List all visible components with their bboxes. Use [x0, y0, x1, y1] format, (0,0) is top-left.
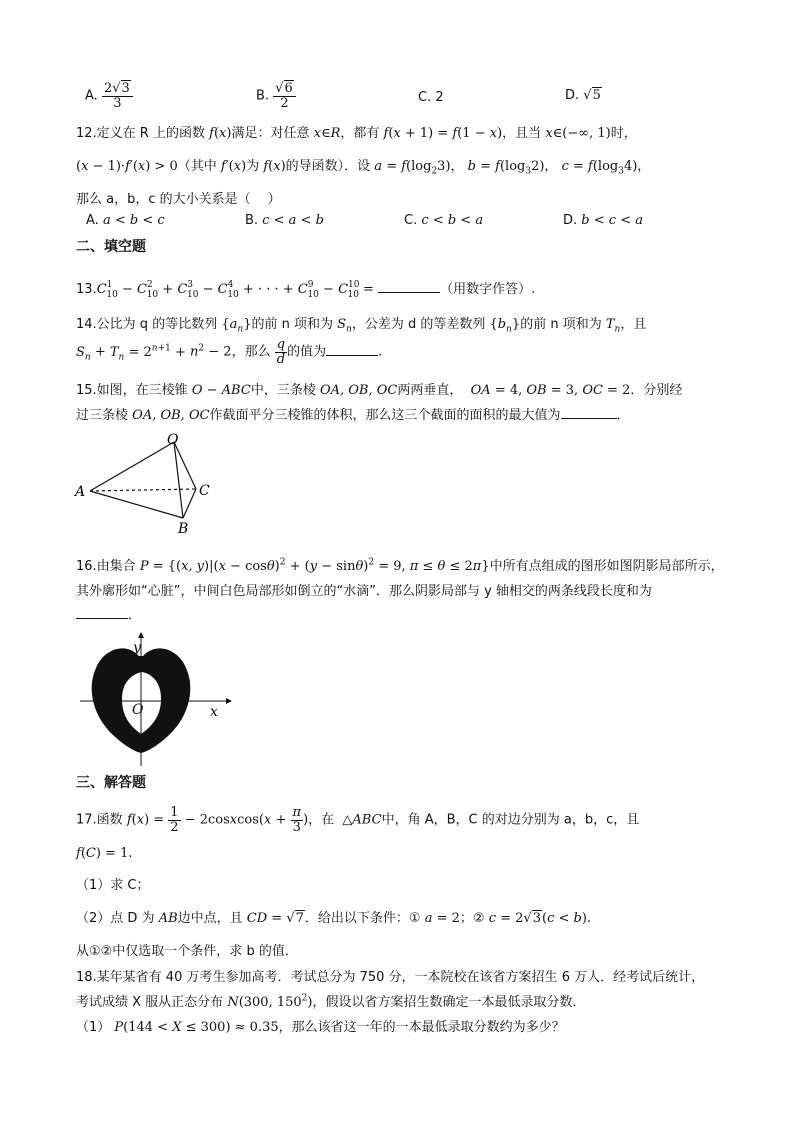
label-o: O — [167, 432, 179, 448]
q16-line2: 其外廓形如“心脏”，中间白色局部形如倒立的“水滴”．那么阴影局部与 y 轴相交的两条线段长度和为 — [76, 584, 652, 599]
q14-line2: $S_n + T_n = 2^{n+1} + n^2 - 2$，那么 $\frac{q}{d}$ 的值为 . — [76, 337, 383, 367]
q17-line1: 17.函数 f(x) = $\frac{1}{2}$ − 2cosxcos(x + $\frac{\pi}{3}$ )，在 △ABC中，角 A，B，C 的对边分别为 a，b，c，且 — [76, 805, 640, 835]
q12-line2: (x − 1)·f′(x) > 0（其中 f′(x)为 f(x)的导函数）．设 $a = f(\log_23)$， $b = f(\log_32)$， $c = f(\log_34)$， — [76, 159, 651, 177]
label-a: A — [75, 484, 86, 500]
q11-option-b-value: $\frac{√6}{2}$ — [273, 82, 296, 110]
q12-line1: 12.定义在 R 上的函数 f(x)满足：对任意 x∈R，都有 f(x + 1) = f(1 − x)，且当 x∈(−∞, 1)时， — [76, 126, 637, 141]
q16-answer-blank — [76, 618, 128, 619]
edge-ab — [90, 491, 183, 518]
label-origin: O — [132, 702, 144, 718]
section-fill-in-heading: 二、填空题 — [76, 239, 146, 255]
label-y: y — [133, 640, 141, 656]
q17-part1: （1）求 C； — [76, 878, 150, 893]
q17-choice-note: 从①②中仅选取一个条件，求 b 的值． — [76, 944, 298, 959]
q11-option-a: A. $\frac{2√3}{3}$ — [85, 82, 133, 110]
q11-option-b: B. $\frac{√6}{2}$ — [256, 82, 296, 110]
q11-option-a-value: $\frac{2√3}{3}$ — [102, 82, 133, 110]
edge-ao — [90, 442, 174, 491]
q11-option-d: D. √5 — [565, 88, 601, 103]
q18-line1: 18.某年某省有 40 万考生参加高考．考试总分为 750 分，一本院校在该省方案招生 6 万人．经考试后统计， — [76, 970, 705, 985]
q15-answer-blank — [561, 418, 617, 419]
q15-line2: 过三条棱 OA, OB, OC作截面平分三棱锥的体积，那么这三个截面的面积的最大值为 ． — [76, 408, 630, 423]
x-axis-arrow-icon — [226, 698, 232, 704]
q13-answer-blank — [378, 292, 440, 293]
q18-part1: （1） P(144 < X ≤ 300) ≈ 0.35，那么该省这一年的一本最低录取分数约为多少？ — [76, 1020, 565, 1035]
edge-bc — [183, 489, 196, 518]
section-solution-heading: 三、解答题 — [76, 775, 146, 791]
q16-line1: 16.由集合 P = {(x, $y)|(x - \cos\theta)^2 + (y - \sin\theta)^2 = 9$, π ≤ θ ≤ 2π}中所有点组成的图形如图阴影局部所示， — [76, 557, 724, 574]
y-axis-arrow-icon — [138, 632, 144, 638]
q17-part2: （2）点 D 为 AB边中点，且 CD = √7．给出以下条件：① a = 2；② c = 2√3(c < b). — [76, 911, 592, 926]
q18-line2: 考试成绩 X 服从正态分布 N(300, $150^2$)，假设以省方案招生数确定一本最低录取分数． — [76, 993, 586, 1010]
q14-answer-blank — [326, 355, 378, 356]
q16-line3: ． — [76, 604, 141, 623]
tetrahedron-figure — [70, 428, 230, 538]
q12-option-d: D. b < c < a — [563, 213, 644, 228]
q15-line1: 15.如图，在三棱锥 O − ABC中，三条棱 OA, OB, OC两两垂直， OA = 4, OB = 3, OC = 2．分别经 — [76, 383, 683, 398]
q13: $13.C_{110} - C_{210} + C_{310} - C_{410}$ + · · · + $C_{910} - C_{1010}$ = （用数字作答）. — [76, 279, 536, 300]
q11-option-c: C. 2 — [418, 90, 444, 105]
edge-ob — [174, 442, 183, 518]
q12-line3: 那么 a，b，c 的大小关系是（ ） — [76, 192, 281, 207]
q14-line1: 14.公比为 q 的等比数列 $\{a_n\}$的前 n 项和为 $S_n$，公差为 d 的等差数列 $\{b_n\}$的前 n 项和为 $T_n$，且 — [76, 317, 647, 335]
q14-q-over-d: $\frac{q}{d}$ — [276, 337, 286, 367]
q12-option-c: C. c < b < a — [404, 213, 484, 228]
q17-line2: f(C) = 1. — [76, 846, 133, 861]
q12-option-b: B. c < a < b — [245, 213, 324, 228]
q12-option-a: A. a < b < c — [86, 213, 165, 228]
label-b: B — [178, 521, 189, 537]
label-c: C — [199, 483, 210, 499]
label-x: x — [210, 704, 218, 720]
heart-figure — [76, 632, 236, 772]
